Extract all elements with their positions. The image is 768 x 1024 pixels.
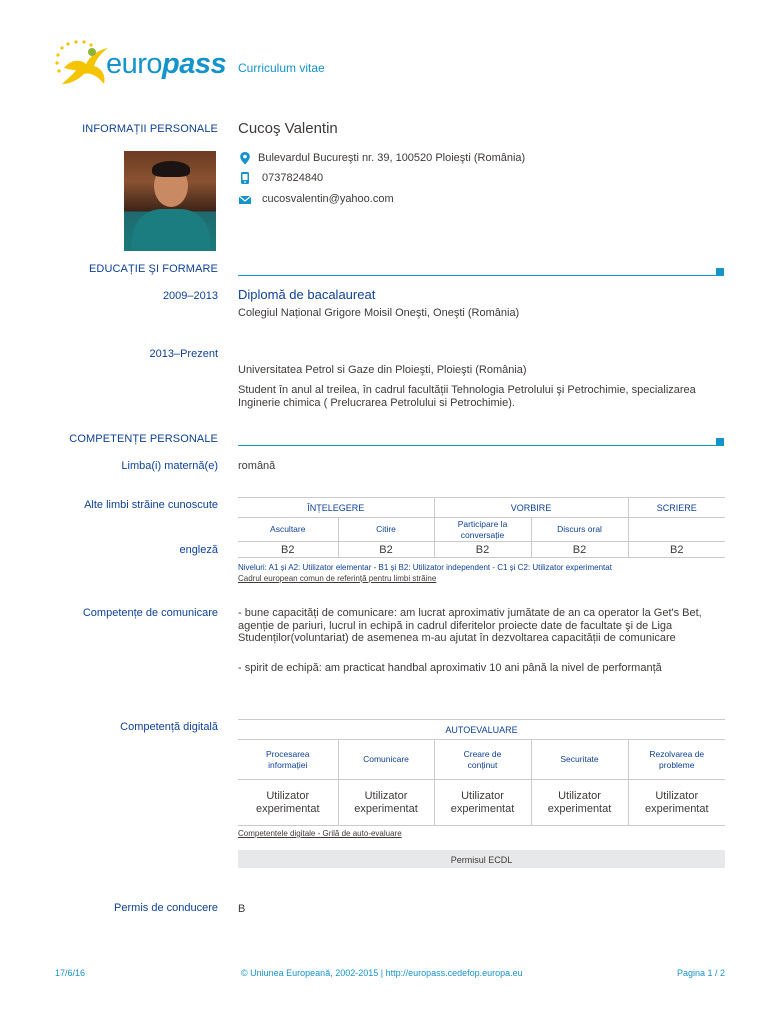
footer-page-number: Pagina 1 / 2 — [676, 968, 725, 978]
digital-competence-label: Competență digitală — [120, 721, 218, 733]
digital-level-cell: Utilizator experimentat — [338, 780, 434, 826]
lang-level-cell: B2 — [434, 542, 531, 558]
education-period: 2013–Prezent — [149, 348, 218, 360]
lang-level-cell: B2 — [628, 542, 725, 558]
envelope-icon — [238, 193, 252, 207]
lang-level-cell: B2 — [531, 542, 628, 558]
section-divider-education — [238, 275, 716, 276]
lang-subheader: Citire — [338, 518, 434, 542]
education-institution: Universitatea Petrol si Gaze din Ploieşti, Ploieşti (România) — [238, 364, 527, 376]
lang-subheader: Participare la conversație — [434, 518, 531, 542]
digital-subheader: Securitate — [531, 740, 628, 780]
address-text: Bulevardul Bucureşti nr. 39, 100520 Ploieşti (România) — [258, 152, 526, 164]
language-name: engleză — [179, 544, 218, 556]
section-divider-end — [716, 268, 724, 276]
digital-subheader: Rezolvarea de probleme — [628, 740, 725, 780]
footer-copyright[interactable]: © Uniunea Europeană, 2002-2015 | http://europass.cedefop.europa.eu — [241, 968, 523, 978]
lang-group-header: SCRIERE — [628, 498, 725, 518]
education-institution: Colegiul Național Grigore Moisil Oneşti, Oneşti (România) — [238, 307, 520, 319]
lang-level-cell: B2 — [338, 542, 434, 558]
other-languages-label: Alte limbi străine cunoscute — [84, 499, 218, 511]
digital-level-cell: Utilizator experimentat — [628, 780, 725, 826]
profile-photo — [124, 151, 216, 251]
lang-level-cell: B2 — [238, 542, 338, 558]
digital-grid-link[interactable]: Competentele digitale - Grilă de auto-evaluare — [238, 829, 402, 838]
certificate-bar — [238, 850, 725, 868]
communication-label: Competențe de comunicare — [82, 607, 218, 619]
levels-note: Niveluri: A1 și A2: Utilizator elementar - B1 și B2: Utilizator independent - C1 și C2: Utilizator experimentat — [238, 563, 612, 572]
certificate-text: Permisul ECDL — [450, 855, 513, 865]
section-label-education: EDUCAȚIE ŞI FORMARE — [88, 263, 218, 275]
digital-subheader: Comunicare — [338, 740, 434, 780]
logo-text-euro: euro — [106, 48, 163, 80]
communication-text: - bune capacități de comunicare: am lucrat aproximativ jumătate de an ca operator la Get's Bet, agenție de pariuri, lucrul in echipă in cadrul diferitelor proiecte date de facultate şi de Liga Studenților(voluntariat) de asemenea m-au ajutat în dezvoltarea capacității de comunicare — [238, 607, 702, 644]
digital-level-cell: Utilizator experimentat — [434, 780, 531, 826]
section-divider-competences — [238, 445, 716, 446]
person-name: Cucoş Valentin — [238, 120, 338, 137]
lang-group-header: ÎNȚELEGERE — [238, 498, 434, 518]
lang-subheader: Discurs oral — [531, 518, 628, 542]
europass-logo — [54, 38, 227, 90]
mobile-phone-icon — [238, 171, 252, 185]
digital-level-cell: Utilizator experimentat — [238, 780, 338, 826]
mother-tongue-label: Limba(i) maternă(e) — [121, 460, 218, 472]
section-divider-end — [716, 438, 724, 446]
teamwork-text: - spirit de echipă: am practicat handbal aproximativ 10 ani până la nivel de performanță — [238, 662, 662, 674]
phone-text[interactable]: 0737824840 — [262, 172, 324, 184]
digital-subheader: Creare de conținut — [434, 740, 531, 780]
email-link[interactable]: cucosvalentin@yahoo.com — [262, 193, 394, 205]
language-table — [238, 497, 725, 558]
section-label-personal: INFORMAȚII PERSONALE — [82, 123, 218, 135]
lang-group-header: VORBIRE — [434, 498, 628, 518]
logo-text-pass: pass — [162, 48, 227, 80]
education-period: 2009–2013 — [162, 290, 218, 302]
digital-level-cell: Utilizator experimentat — [531, 780, 628, 826]
driving-licence-value: B — [238, 903, 246, 915]
digital-competence-table — [238, 719, 725, 826]
driving-licence-label: Permis de conducere — [114, 902, 218, 914]
digital-subheader: Procesarea informației — [238, 740, 338, 780]
self-assessment-header: AUTOEVALUARE — [238, 720, 725, 740]
education-description: Student în anul al treilea, în cadrul facultății Tehnologia Petrolului şi Petrochimie, specializarea Inginerie chimica ( Prelucrarea Petrolului si Petrochimie). — [238, 384, 696, 409]
footer-date: 17/6/16 — [55, 968, 86, 978]
section-label-competences: COMPETENȚE PERSONALE — [69, 433, 218, 445]
cefr-framework-link[interactable]: Cadrul european comun de referință pentru limbi străine — [238, 574, 437, 583]
document-title: Curriculum vitae — [238, 61, 325, 75]
education-title: Diplomă de bacalaureat — [238, 287, 376, 302]
mother-tongue-value: română — [238, 460, 276, 472]
location-pin-icon — [238, 151, 252, 165]
lang-subheader: Ascultare — [238, 518, 338, 542]
